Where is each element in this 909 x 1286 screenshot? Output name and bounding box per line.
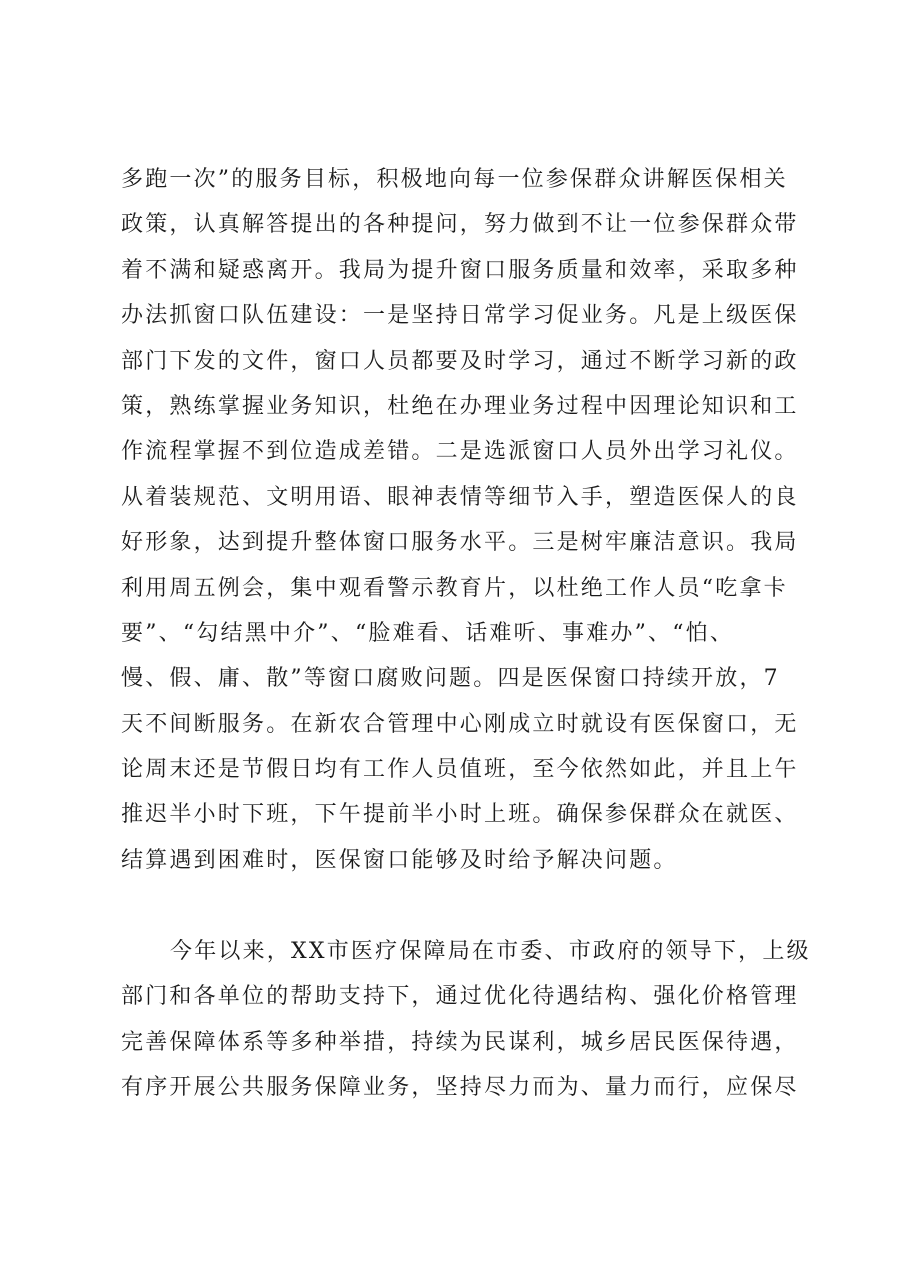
paragraph-line: 从着装规范、文明用语、眼神表情等细节入手，塑造医保人的良 — [121, 484, 799, 510]
paragraph-1 — [121, 157, 806, 883]
paragraph-line: 推迟半小时下班，下午提前半小时上班。确保参保群众在就医、 — [121, 802, 799, 828]
paragraph-line: 有序开展公共服务保障业务，坚持尽力而为、量力而行，应保尽 — [121, 1075, 799, 1101]
paragraph-line: 办法抓窗口队伍建设：一是坚持日常学习促业务。凡是上级医保 — [121, 303, 799, 329]
paragraph-line: 论周末还是节假日均有工作人员值班，至今依然如此，并且上午 — [121, 757, 799, 783]
paragraph-line: 政策，认真解答提出的各种提问，努力做到不让一位参保群众带 — [121, 212, 799, 238]
paragraph-line: 今年以来，XX市医疗保障局在市委、市政府的领导下，上级 — [170, 939, 811, 964]
paragraph-line: 好形象，达到提升整体窗口服务水平。三是树牢廉洁意识。我局 — [121, 530, 799, 556]
paragraph-line: 慢、假、庸、散”等窗口腐败问题。四是医保窗口持续开放，7 — [121, 666, 780, 692]
paragraph-line: 作流程掌握不到位造成差错。二是选派窗口人员外出学习礼仪。 — [121, 439, 799, 465]
paragraph-2 — [121, 929, 811, 1111]
paragraph-line: 部门和各单位的帮助支持下，通过优化待遇结构、强化价格管理 — [121, 984, 799, 1010]
paragraph-line: 策，熟练掌握业务知识，杜绝在办理业务过程中因理论知识和工 — [121, 393, 799, 419]
paragraph-line: 天不间断服务。在新农合管理中心刚成立时就设有医保窗口，无 — [121, 711, 799, 737]
paragraph-line: 利用周五例会，集中观看警示教育片，以杜绝工作人员“吃拿卡 — [121, 575, 788, 601]
paragraph-line: 要”、“勾结黑中介”、“脸难看、话难听、事难办”、“怕、 — [121, 620, 735, 646]
paragraph-line: 结算遇到困难时，医保窗口能够及时给予解决问题。 — [121, 847, 678, 873]
paragraph-line: 着不满和疑惑离开。我局为提升窗口服务质量和效率，采取多种 — [121, 257, 799, 283]
paragraph-line: 部门下发的文件，窗口人员都要及时学习，通过不断学习新的政 — [121, 348, 799, 374]
paragraph-line: 完善保障体系等多种举措，持续为民谋利，城乡居民医保待遇， — [121, 1029, 799, 1055]
paragraph-line: 多跑一次”的服务目标，积极地向每一位参保群众讲解医保相关 — [121, 167, 788, 192]
